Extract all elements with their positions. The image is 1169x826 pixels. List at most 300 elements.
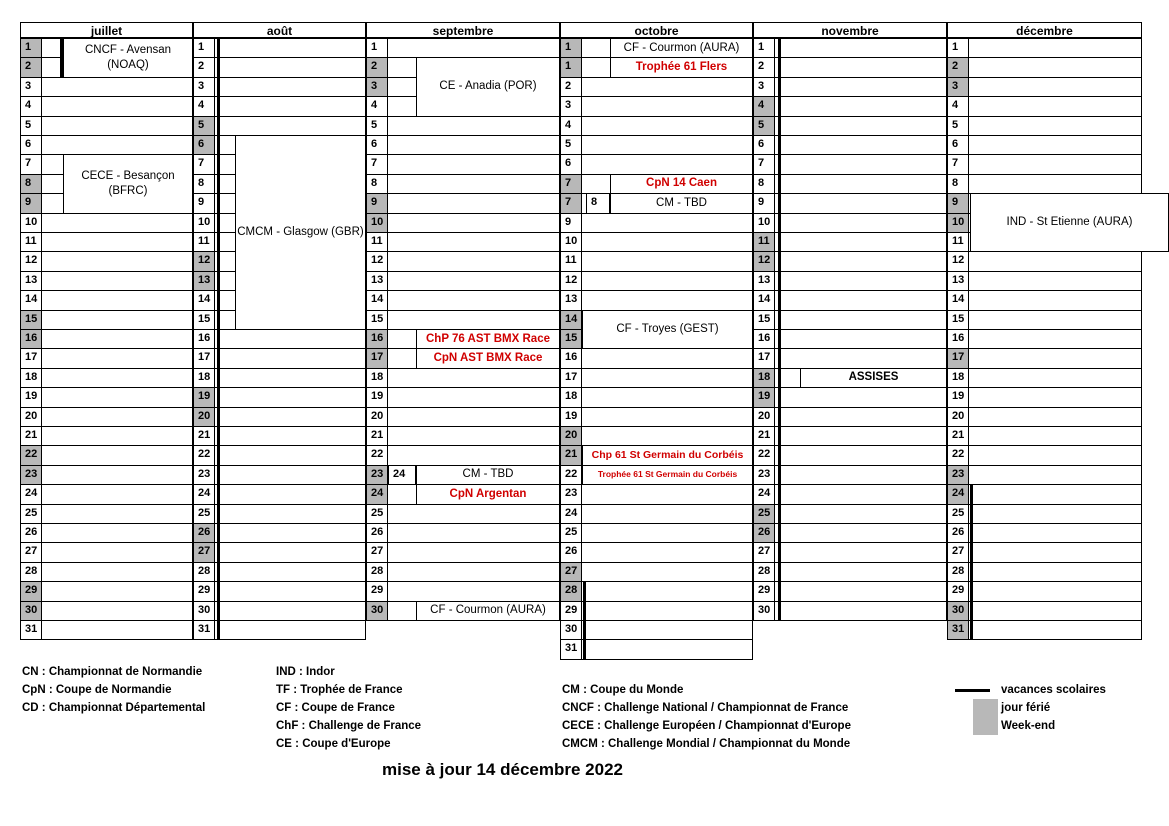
ev-dec-ind: IND - St Etienne (AURA) — [970, 193, 1169, 252]
day-cell — [387, 290, 560, 310]
day-number: 4 — [193, 96, 215, 116]
day-cell — [581, 639, 753, 659]
day-number: 14 — [193, 290, 215, 310]
day-cell — [774, 426, 947, 446]
legend-col3 — [562, 681, 851, 753]
day-cell — [214, 465, 366, 485]
day-number: 26 — [560, 542, 582, 562]
day-number: 14 — [560, 310, 582, 330]
day-cell — [387, 445, 560, 465]
legend-cm: CM : Coupe du Monde — [562, 684, 684, 696]
ev-sep-chp76: ChP 76 AST BMX Race — [416, 329, 560, 349]
day-number: 27 — [560, 562, 582, 582]
day-number: 24 — [947, 484, 969, 504]
legend-ind: IND : Indor — [276, 666, 335, 678]
day-number: 30 — [753, 601, 775, 621]
day-cell — [774, 154, 947, 174]
day-number: 24 — [560, 504, 582, 524]
day-number: 10 — [20, 213, 42, 233]
legend-vacances: vacances scolaires — [1001, 684, 1106, 696]
day-cell — [968, 465, 1142, 485]
day-cell — [581, 542, 753, 562]
day-cell — [41, 601, 193, 621]
day-cell — [387, 368, 560, 388]
day-number: 19 — [753, 387, 775, 407]
day-cell — [968, 348, 1142, 368]
day-cell — [774, 484, 947, 504]
day-number: 20 — [366, 407, 388, 427]
day-number: 10 — [366, 213, 388, 233]
day-cell — [581, 387, 753, 407]
day-number: 11 — [560, 251, 582, 271]
vacation-bar — [583, 581, 586, 659]
day-number: 2 — [560, 77, 582, 97]
day-number: 18 — [560, 387, 582, 407]
day-cell — [581, 213, 753, 233]
day-cell — [774, 465, 947, 485]
day-cell — [214, 368, 366, 388]
day-cell — [968, 57, 1142, 77]
day-number: 16 — [20, 329, 42, 349]
legend-weekend: Week-end — [1001, 720, 1056, 732]
day-number: 1 — [193, 38, 215, 58]
day-cell — [581, 77, 753, 97]
day-cell — [214, 329, 366, 349]
day-number: 4 — [20, 96, 42, 116]
day-number: 29 — [193, 581, 215, 601]
ev-sep-cpn-ast: CpN AST BMX Race — [416, 348, 560, 368]
day-number: 12 — [947, 251, 969, 271]
day-number: 8 — [366, 174, 388, 194]
day-number: 19 — [193, 387, 215, 407]
day-number: 21 — [560, 445, 582, 465]
vacation-bar — [778, 38, 781, 620]
day-number: 30 — [20, 601, 42, 621]
day-number: 29 — [366, 581, 388, 601]
day-cell — [774, 193, 947, 213]
day-number: 30 — [193, 601, 215, 621]
day-cell — [968, 562, 1142, 582]
day-number: 1 — [753, 38, 775, 58]
day-cell — [41, 232, 193, 252]
day-number: 6 — [20, 135, 42, 155]
ev-oct-cm: CM - TBD — [610, 193, 753, 213]
day-number: 7 — [366, 154, 388, 174]
day-cell — [968, 116, 1142, 136]
day-cell — [774, 310, 947, 330]
legend-chf: ChF : Challenge de France — [276, 720, 422, 732]
legend-cmcm: CMCM : Challenge Mondial / Championnat du Monde — [562, 738, 851, 750]
day-number: 20 — [560, 426, 582, 446]
ev-aug-cmcm: CMCM - Glasgow (GBR) — [235, 135, 366, 330]
day-number: 7 — [753, 154, 775, 174]
ev-oct-cf1: CF - Courmon (AURA) — [610, 38, 753, 58]
day-cell — [214, 348, 366, 368]
day-cell — [968, 445, 1142, 465]
day-cell — [41, 407, 193, 427]
day-number: 9 — [20, 193, 42, 213]
day-cell — [774, 348, 947, 368]
day-number: 3 — [193, 77, 215, 97]
day-cell — [774, 581, 947, 601]
day-cell — [41, 213, 193, 233]
day-cell — [774, 116, 947, 136]
day-number: 30 — [366, 601, 388, 621]
day-cell — [581, 504, 753, 524]
day-number: 11 — [20, 232, 42, 252]
day-number: 15 — [20, 310, 42, 330]
day-cell — [41, 310, 193, 330]
day-cell — [41, 620, 193, 640]
day-number: 6 — [753, 135, 775, 155]
day-number: 3 — [560, 96, 582, 116]
day-number: 3 — [947, 77, 969, 97]
legend-ce: CE : Coupe d'Europe — [276, 738, 391, 750]
day-cell — [387, 387, 560, 407]
day-number: 8 — [753, 174, 775, 194]
legend-tf: TF : Trophée de France — [276, 684, 403, 696]
day-number: 21 — [753, 426, 775, 446]
day-cell — [581, 154, 753, 174]
day-cell — [387, 135, 560, 155]
day-number: 12 — [20, 251, 42, 271]
day-cell — [214, 96, 366, 116]
day-number: 25 — [560, 523, 582, 543]
day-cell — [774, 38, 947, 58]
day-cell — [581, 368, 753, 388]
day-number: 19 — [947, 387, 969, 407]
legend-col2 — [276, 663, 421, 753]
day-number: 17 — [560, 368, 582, 388]
day-number: 25 — [366, 504, 388, 524]
day-number: 13 — [753, 271, 775, 291]
day-number: 27 — [20, 542, 42, 562]
day-number: 28 — [753, 562, 775, 582]
day-number: 8 — [20, 174, 42, 194]
day-number: 28 — [20, 562, 42, 582]
day-cell — [214, 562, 366, 582]
ev-sep-cf: CF - Courmon (AURA) — [416, 601, 560, 621]
day-cell — [774, 96, 947, 116]
day-cell — [968, 310, 1142, 330]
day-number: 13 — [20, 271, 42, 291]
day-number: 5 — [560, 135, 582, 155]
day-number: 2 — [366, 57, 388, 77]
day-number: 2 — [193, 57, 215, 77]
day-number: 20 — [20, 407, 42, 427]
day-cell — [968, 542, 1142, 562]
day-cell — [774, 77, 947, 97]
day-number: 1 — [560, 38, 582, 58]
day-number: 29 — [947, 581, 969, 601]
day-number: 12 — [560, 271, 582, 291]
day-number: 21 — [366, 426, 388, 446]
day-number: 16 — [753, 329, 775, 349]
day-number: 8 — [193, 174, 215, 194]
day-cell — [387, 581, 560, 601]
weekend-swatch — [973, 699, 998, 735]
legend-col1 — [22, 663, 205, 717]
day-cell — [968, 368, 1142, 388]
ev-oct-chp61: Chp 61 St Germain du Corbéis — [582, 445, 753, 465]
day-cell — [968, 96, 1142, 116]
day-number: 9 — [366, 193, 388, 213]
day-number: 1 — [947, 38, 969, 58]
day-cell — [581, 562, 753, 582]
vacation-bar — [217, 38, 220, 639]
day-number: 26 — [20, 523, 42, 543]
day-cell — [581, 601, 753, 621]
day-cell — [774, 504, 947, 524]
day-number: 21 — [20, 426, 42, 446]
day-number: 4 — [560, 116, 582, 136]
day-number: 17 — [366, 348, 388, 368]
day-cell — [968, 601, 1142, 621]
day-cell — [214, 116, 366, 136]
day-number: 21 — [193, 426, 215, 446]
day-number: 3 — [753, 77, 775, 97]
day-cell — [41, 271, 193, 291]
day-number: 12 — [366, 251, 388, 271]
day-cell — [41, 523, 193, 543]
day-number: 4 — [366, 96, 388, 116]
month-header-octobre: octobre — [560, 22, 753, 38]
day-number: 31 — [193, 620, 215, 640]
day-cell — [581, 581, 753, 601]
day-number: 11 — [193, 232, 215, 252]
day-cell — [968, 387, 1142, 407]
ev-oct-cpn14: CpN 14 Caen — [610, 174, 753, 194]
day-cell — [387, 232, 560, 252]
day-number: 22 — [560, 465, 582, 485]
day-number: 13 — [947, 271, 969, 291]
day-number: 27 — [193, 542, 215, 562]
day-number: 29 — [753, 581, 775, 601]
day-cell — [774, 329, 947, 349]
day-cell — [774, 387, 947, 407]
day-number: 6 — [560, 154, 582, 174]
day-number: 31 — [947, 620, 969, 640]
day-cell — [41, 445, 193, 465]
day-number: 27 — [753, 542, 775, 562]
ev-oct-troyes: CF - Troyes (GEST) — [582, 310, 753, 350]
day-cell — [214, 542, 366, 562]
day-number: 25 — [753, 504, 775, 524]
day-cell — [387, 310, 560, 330]
ev-oct-trophee: Trophée 61 Flers — [610, 57, 753, 77]
day-cell — [774, 542, 947, 562]
day-number: 12 — [753, 251, 775, 271]
day-number: 20 — [193, 407, 215, 427]
day-cell — [214, 77, 366, 97]
day-number: 23 — [366, 465, 388, 485]
day-number: 18 — [753, 368, 775, 388]
day-number: 16 — [947, 329, 969, 349]
day-cell — [214, 581, 366, 601]
day-cell — [581, 135, 753, 155]
day-number: 7 — [560, 193, 582, 213]
day-cell — [774, 407, 947, 427]
day-cell — [214, 504, 366, 524]
day-number: 23 — [947, 465, 969, 485]
day-number: 25 — [193, 504, 215, 524]
day-number: 20 — [947, 407, 969, 427]
day-number: 17 — [753, 348, 775, 368]
day-cell — [387, 38, 560, 58]
day-cell — [774, 523, 947, 543]
day-number: 28 — [366, 562, 388, 582]
day-cell — [774, 290, 947, 310]
vacation-bar — [970, 484, 973, 639]
day-number: 5 — [193, 116, 215, 136]
day-cell — [968, 154, 1142, 174]
day-cell — [968, 271, 1142, 291]
day-number: 1 — [560, 57, 582, 77]
day-cell — [387, 504, 560, 524]
month-header-juillet: juillet — [20, 22, 193, 38]
day-cell — [968, 38, 1142, 58]
day-number: 10 — [560, 232, 582, 252]
day-cell — [968, 426, 1142, 446]
day-number: 19 — [560, 407, 582, 427]
day-number: 7 — [560, 174, 582, 194]
day-cell — [41, 465, 193, 485]
day-cell — [41, 329, 193, 349]
day-number: 5 — [947, 116, 969, 136]
day-number: 31 — [20, 620, 42, 640]
day-cell — [968, 620, 1142, 640]
day-cell — [41, 368, 193, 388]
legend-cn: CN : Championnat de Normandie — [22, 666, 203, 678]
day-number: 2 — [20, 57, 42, 77]
day-cell — [968, 251, 1142, 271]
day-cell — [581, 523, 753, 543]
day-number: 15 — [193, 310, 215, 330]
day-number: 14 — [947, 290, 969, 310]
day-cell — [387, 426, 560, 446]
day-number: 30 — [560, 620, 582, 640]
day-number: 29 — [560, 601, 582, 621]
day-cell — [387, 213, 560, 233]
day-number: 31 — [560, 639, 582, 659]
day-cell — [968, 290, 1142, 310]
month-header-septembre: septembre — [366, 22, 560, 38]
day-cell — [41, 387, 193, 407]
day-number: 7 — [947, 154, 969, 174]
day-number: 25 — [947, 504, 969, 524]
day-number: 18 — [366, 368, 388, 388]
day-number: 19 — [366, 387, 388, 407]
day-number: 2 — [753, 57, 775, 77]
day-number: 30 — [947, 601, 969, 621]
day-number: 14 — [753, 290, 775, 310]
day-number: 15 — [560, 329, 582, 349]
day-number: 26 — [193, 523, 215, 543]
day-cell — [41, 562, 193, 582]
day-cell — [968, 77, 1142, 97]
day-cell — [387, 523, 560, 543]
day-number: 7 — [20, 154, 42, 174]
ev-jul-cece: CECE - Besançon (BFRC) — [63, 154, 193, 213]
day-cell — [214, 523, 366, 543]
day-cell — [41, 290, 193, 310]
day-cell — [41, 96, 193, 116]
day-cell — [41, 116, 193, 136]
day-number: 5 — [20, 116, 42, 136]
day-cell — [968, 504, 1142, 524]
day-cell — [581, 426, 753, 446]
day-cell — [581, 232, 753, 252]
day-cell — [387, 251, 560, 271]
day-number: 16 — [366, 329, 388, 349]
day-number: 22 — [753, 445, 775, 465]
day-cell — [387, 407, 560, 427]
update-date: mise à jour 14 décembre 2022 — [382, 760, 623, 779]
day-number: 20 — [753, 407, 775, 427]
day-number: 28 — [560, 581, 582, 601]
day-cell — [581, 96, 753, 116]
day-number: 22 — [20, 445, 42, 465]
day-number: 9 — [753, 193, 775, 213]
day-cell — [387, 116, 560, 136]
day-number: 25 — [20, 504, 42, 524]
day-number: 17 — [947, 348, 969, 368]
day-number: 15 — [366, 310, 388, 330]
day-number: 27 — [366, 542, 388, 562]
day-number: 3 — [20, 77, 42, 97]
day-number: 12 — [193, 251, 215, 271]
day-number: 28 — [193, 562, 215, 582]
day-cell — [774, 445, 947, 465]
day-cell — [214, 601, 366, 621]
day-number: 3 — [366, 77, 388, 97]
day-cell — [774, 601, 947, 621]
day-number: 27 — [947, 542, 969, 562]
day-number: 15 — [753, 310, 775, 330]
month-header-décembre: décembre — [947, 22, 1142, 38]
day-cell — [968, 174, 1142, 194]
day-cell — [581, 620, 753, 640]
day-number: 16 — [560, 348, 582, 368]
day-number: 24 — [753, 484, 775, 504]
day-number: 23 — [20, 465, 42, 485]
day-cell — [387, 542, 560, 562]
day-number: 9 — [193, 193, 215, 213]
day-number: 5 — [366, 116, 388, 136]
day-cell — [41, 504, 193, 524]
day-number: 23 — [560, 484, 582, 504]
day-number: 18 — [193, 368, 215, 388]
day-number: 16 — [193, 329, 215, 349]
day-number: 29 — [20, 581, 42, 601]
legend-cncf: CNCF : Challenge National / Championnat de France — [562, 702, 849, 714]
day-number: 15 — [947, 310, 969, 330]
month-header-novembre: novembre — [753, 22, 947, 38]
day-number: 26 — [947, 523, 969, 543]
ev-oct-trophee61: Trophée 61 St Germain du Corbéis — [582, 465, 753, 485]
day-cell — [214, 57, 366, 77]
vacation-swatch — [955, 689, 990, 692]
day-number: 11 — [366, 232, 388, 252]
day-number: 2 — [947, 57, 969, 77]
day-cell — [581, 290, 753, 310]
day-cell — [968, 135, 1142, 155]
day-cell — [214, 38, 366, 58]
day-cell — [387, 154, 560, 174]
day-number: 26 — [753, 523, 775, 543]
day-cell — [581, 116, 753, 136]
day-number: 8 — [947, 174, 969, 194]
